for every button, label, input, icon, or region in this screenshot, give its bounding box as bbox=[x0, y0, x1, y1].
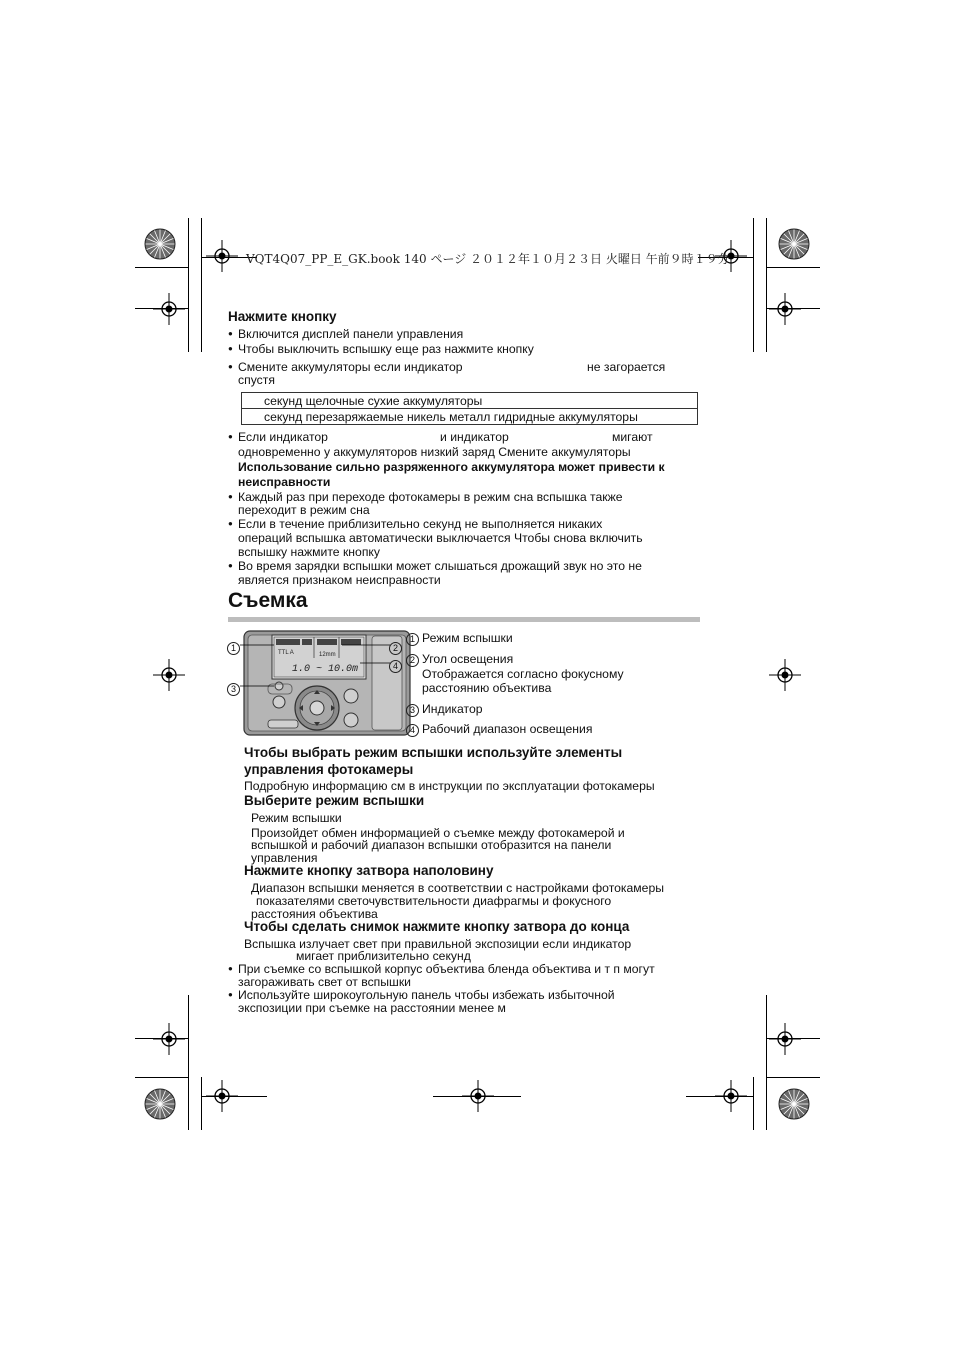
bullet-replace-batteries-b: не загорается bbox=[587, 360, 666, 374]
callout-number-1: 1 bbox=[227, 638, 243, 656]
step2-text-2: Произойдет обмен информацией о съемке между фотокамерой и bbox=[251, 826, 625, 840]
title-rule bbox=[228, 617, 700, 622]
step4-text-2: мигает приблизительно секунд bbox=[296, 949, 471, 963]
table-cell: секунд щелочные сухие аккумуляторы bbox=[242, 393, 698, 409]
bullet-low-battery-d: одновременно у аккумуляторов низкий заряд Смените аккумуляторы bbox=[238, 445, 631, 459]
legend-flash-mode: 1 Режим вспышки bbox=[406, 631, 513, 646]
step2-text-4: управления bbox=[251, 851, 318, 865]
table-row bbox=[242, 393, 698, 409]
step3-text-3: расстояния объектива bbox=[251, 907, 378, 921]
step2-text-3: вспышкой и рабочий диапазон вспышки отобразится на панели bbox=[251, 838, 612, 852]
bullet-charging-sound-2: является признаком неисправности bbox=[238, 573, 441, 587]
legend-range: 4 Рабочий диапазон освещения bbox=[406, 722, 592, 737]
step1-heading: Чтобы выбрать режим вспышки используйте элементы bbox=[244, 745, 623, 760]
bullet-low-battery-b: и индикатор bbox=[440, 430, 509, 444]
battery-table bbox=[241, 392, 698, 425]
lcd-mode-text: TTL A bbox=[278, 650, 294, 656]
bullet-lens-obstruction: ● При съемке со вспышкой корпус объектива бленда объектива и т п могут bbox=[238, 962, 655, 976]
step3-heading: Нажмите кнопку затвора наполовину bbox=[244, 863, 494, 878]
step2-heading: Выберите режим вспышки bbox=[244, 793, 425, 808]
step1-heading-2: управления фотокамеры bbox=[244, 762, 414, 777]
step1-text: Подробную информацию см в инструкции по эксплуатации фотокамеры bbox=[244, 779, 655, 793]
bullet-auto-off-3: вспышку нажмите кнопку bbox=[238, 545, 380, 559]
callout-number-2: 2 bbox=[389, 638, 405, 656]
print-header: VQT4Q07_PP_E_GK.book 140 ページ ２０１２年１０月２３日 火曜日 午前９時１９分 bbox=[246, 252, 730, 266]
indicator-led bbox=[275, 682, 283, 690]
lcd-angle-text: 12mm bbox=[319, 652, 336, 658]
bullet-wide-panel: ● Используйте широкоугольную панель чтобы избежать избыточной bbox=[238, 988, 615, 1002]
step4-heading: Чтобы сделать снимок нажмите кнопку затвора до конца bbox=[244, 919, 630, 934]
bullet-auto-off-2: операций вспышка автоматически выключается Чтобы снова включить bbox=[238, 531, 643, 545]
legend-indicator: 3 Индикатор bbox=[406, 702, 483, 717]
step4-text: Вспышка излучает свет при правильной экспозиции если индикатор bbox=[244, 937, 632, 951]
bullet-lens-obstruction-2: загораживать свет от вспышки bbox=[238, 975, 411, 989]
flash-panel-illustration bbox=[222, 628, 412, 740]
table-row bbox=[242, 409, 698, 425]
step3-text: Диапазон вспышки меняется в соответствии с настройками фотокамеры bbox=[251, 881, 664, 895]
step3-text-2: показателями светочувствительности диафрагмы и фокусного bbox=[256, 894, 612, 908]
bullet-replace-batteries: ● Смените аккумуляторы если индикатор bbox=[238, 360, 463, 374]
bullet-wide-panel-2: экспозиции при съемке на расстоянии менее м bbox=[238, 1001, 506, 1015]
bullet-sleep: ● Каждый раз при переходе фотокамеры в режим сна вспышка также bbox=[238, 490, 623, 504]
bullet-turn-off: ● Чтобы выключить вспышку еще раз нажмите кнопку bbox=[238, 342, 534, 356]
step2-text: Режим вспышки bbox=[251, 811, 342, 825]
table-cell: секунд перезаряжаемые никель металл гидридные аккумуляторы bbox=[242, 409, 698, 425]
callout-number-3: 3 bbox=[227, 679, 243, 697]
bullet-low-battery: ● Если индикатор bbox=[238, 430, 328, 444]
legend-angle: 2 Угол освещения bbox=[406, 652, 513, 667]
bullet-charging-sound: ● Во время зарядки вспышки может слышаться дрожащий звук но это не bbox=[238, 559, 642, 573]
heading-press-button: Нажмите кнопку bbox=[228, 309, 337, 324]
section-title: Съемка bbox=[228, 589, 308, 612]
lcd-range-text: 1.0 ~ 10.0m bbox=[292, 664, 359, 675]
bullet-display-on: ● Включится дисплей панели управления bbox=[238, 327, 463, 341]
warning-text: Использование сильно разряженного аккумулятора может привести к bbox=[238, 460, 665, 474]
warning-text-2: неисправности bbox=[238, 475, 331, 489]
bullet-replace-batteries-c: спустя bbox=[238, 373, 275, 387]
bullet-auto-off: ● Если в течение приблизительно секунд не выполняется никаких bbox=[238, 517, 602, 531]
bullet-low-battery-c: мигают bbox=[612, 430, 653, 444]
legend-angle-desc-2: расстоянию объектива bbox=[422, 681, 552, 695]
callout-number-4: 4 bbox=[389, 656, 405, 674]
legend-angle-desc: Отображается согласно фокусному bbox=[422, 667, 624, 681]
bullet-sleep-2: переходит в режим сна bbox=[238, 503, 370, 517]
